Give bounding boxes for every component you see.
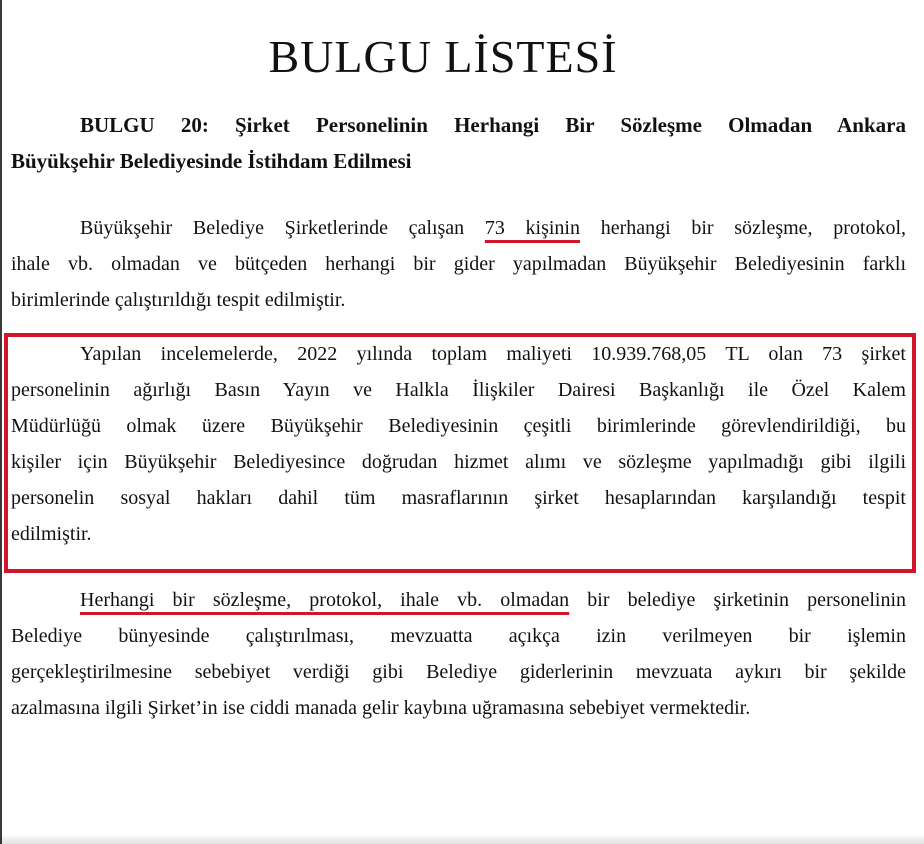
paragraph-1-line-3: birimlerinde çalıştırıldığı tespit edilmiştir. (11, 289, 346, 311)
paragraph-3-line-3: gerçekleştirilmesine sebebiyet verdiği gibi Belediye giderlerinin mevzuata aykırı bir şekilde (11, 661, 906, 683)
paragraph-1 (11, 210, 906, 318)
paragraph-2-line-4: kişiler için Büyükşehir Belediyesince doğrudan hizmet alımı ve sözleşme yapılmadığı gibi ilgili (11, 451, 906, 473)
underlined-count: 73 kişinin (484, 217, 580, 239)
paragraph-3 (11, 582, 906, 726)
page-left-edge (0, 0, 2, 844)
paragraph-2-line-1: Yapılan incelemelerde, 2022 yılında toplam maliyeti 10.939.768,05 TL olan 73 şirket (80, 343, 906, 365)
paragraph-1-text: Büyükşehir Belediye Şirketlerinde çalışan (80, 217, 465, 239)
paragraph-3-line-4: azalmasına ilgili Şirket’in ise ciddi manada gelir kaybına uğramasına sebebiyet vermektedir. (11, 697, 751, 719)
finding-heading-line-2: Büyükşehir Belediyesinde İstihdam Edilmesi (11, 149, 412, 173)
paragraph-1-line-1 (11, 210, 906, 246)
paragraph-3-line-1 (11, 582, 906, 618)
paragraph-2-line-5: personelin sosyal hakları dahil tüm masraflarının şirket hesaplarından karşılandığı tespit (11, 487, 906, 509)
page-bottom-shadow (0, 834, 924, 844)
finding-heading-line-1: BULGU 20: Şirket Personelinin Herhangi Bir Sözleşme Olmadan Ankara (80, 113, 906, 137)
paragraph-2-line-6: edilmiştir. (11, 523, 92, 545)
finding-heading (11, 107, 906, 179)
paragraph-2 (11, 336, 906, 552)
paragraph-1-text: herhangi bir sözleşme, protokol, (600, 217, 907, 239)
paragraph-3-text: bir belediye şirketinin personelinin (587, 589, 907, 611)
document-title: BULGU LİSTESİ (268, 31, 618, 82)
paragraph-3-line-2: Belediye bünyesinde çalıştırılması, mevzuatta açıkça izin verilmeyen bir işlemin (11, 625, 906, 647)
underlined-phrase: Herhangi bir sözleşme, protokol, ihale vb. olmadan (80, 589, 570, 611)
paragraph-1-line-2: ihale vb. olmadan ve bütçeden herhangi bir gider yapılmadan Büyükşehir Belediyesinin farklı (11, 253, 906, 275)
paragraph-2-line-2: personelinin ağırlığı Basın Yayın ve Halkla İlişkiler Dairesi Başkanlığı ile Özel Kalem (11, 379, 906, 401)
paragraph-2-line-3: Müdürlüğü olmak üzere Büyükşehir Belediyesinin çeşitli birimlerinde görevlendirildiği, bu (11, 415, 906, 437)
